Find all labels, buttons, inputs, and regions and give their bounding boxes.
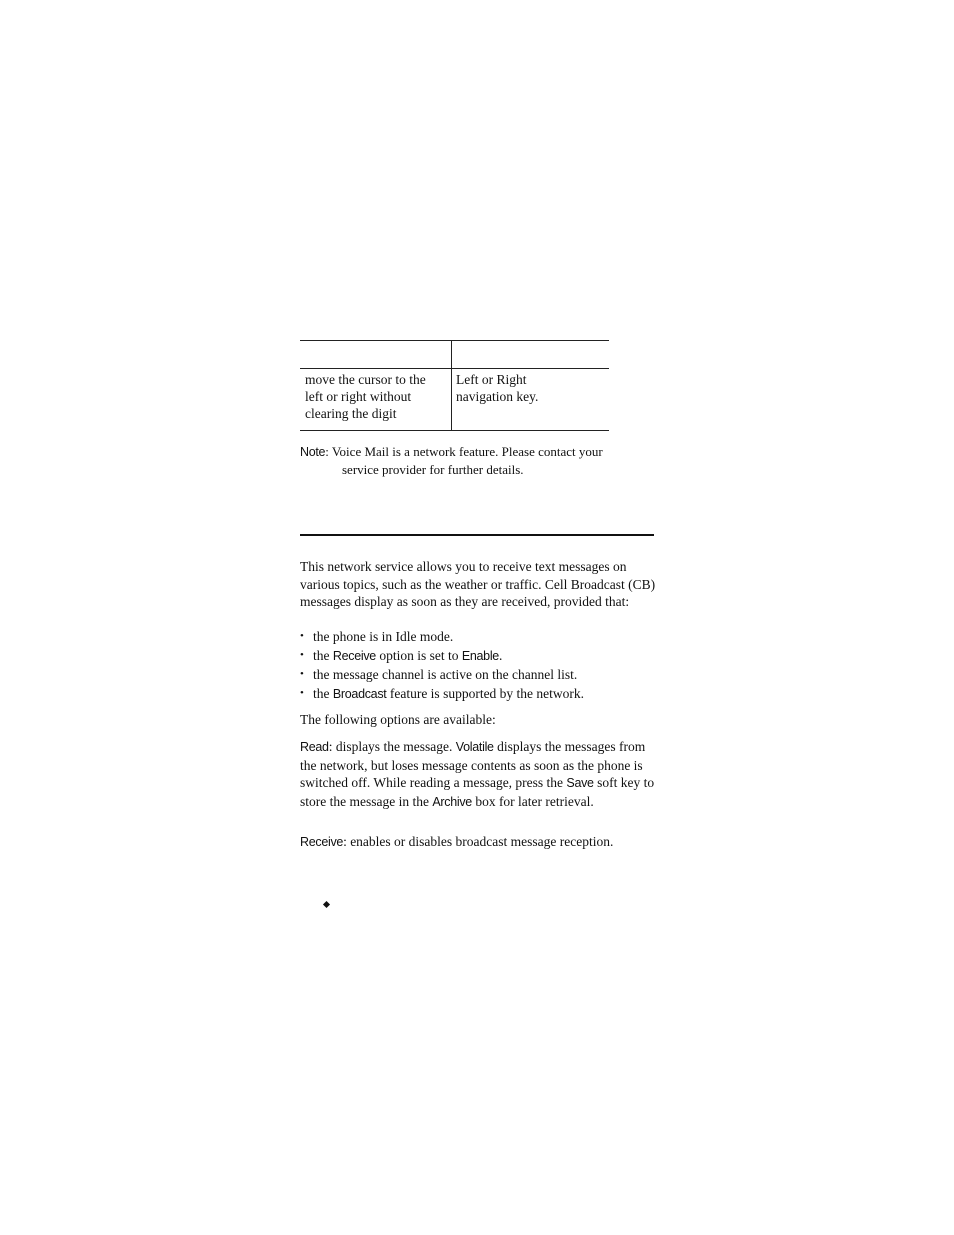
archive-term: Archive (432, 794, 472, 809)
list-item: • the Receive option is set to Enable. (300, 648, 503, 663)
table-row (300, 369, 609, 430)
receive-term: Receive (332, 649, 376, 663)
table-cell-function: move the cursor to the left or right without clearing the digit (300, 369, 452, 430)
read-option-paragraph: Read: displays the message. Volatile displays the messages from the network, but loses message contents as soon as the phone is switched off. While reading a message, press the Save soft key to store the message in the Archive box for later retrieval. (300, 739, 655, 809)
list-item: • the phone is in Idle mode. (300, 629, 454, 644)
key-function-table (300, 340, 609, 431)
receive-option-paragraph: Receive: enables or disables broadcast message reception. (300, 834, 614, 849)
note-line-1: : Voice Mail is a network feature. Please contact your (325, 444, 603, 459)
bullet-icon: • (300, 668, 304, 680)
bullet-icon: • (300, 687, 304, 699)
options-intro: The following options are available: (300, 712, 496, 727)
note-line-2: service provider for further details. (342, 462, 524, 477)
table-header-row (300, 341, 609, 369)
note-label: Note (300, 445, 326, 459)
enable-term: Enable (461, 649, 499, 663)
list-item: • the Broadcast feature is supported by the network. (300, 686, 585, 701)
diamond-bullet-icon (323, 901, 330, 908)
bullet-icon: • (300, 649, 304, 661)
table-header-key (452, 341, 609, 368)
intro-paragraph: This network service allows you to receive text messages on various topics, such as the weather or traffic. Cell Broadcast (CB) messages display as soon as they are received, provided that: (300, 559, 656, 609)
section-divider (300, 534, 654, 536)
voice-mail-note (300, 443, 645, 478)
table-header-function (300, 341, 452, 368)
conditions-list (300, 628, 660, 704)
read-term: Read (300, 740, 329, 754)
save-term: Save (566, 776, 594, 790)
list-item: • the message channel is active on the channel list. (300, 667, 578, 682)
receive-option-term: Receive (300, 835, 344, 849)
volatile-term: Volatile (455, 740, 494, 754)
bullet-icon: • (300, 630, 304, 642)
table-cell-key: Left or Right navigation key. (456, 372, 539, 404)
broadcast-term: Broadcast (332, 687, 387, 701)
